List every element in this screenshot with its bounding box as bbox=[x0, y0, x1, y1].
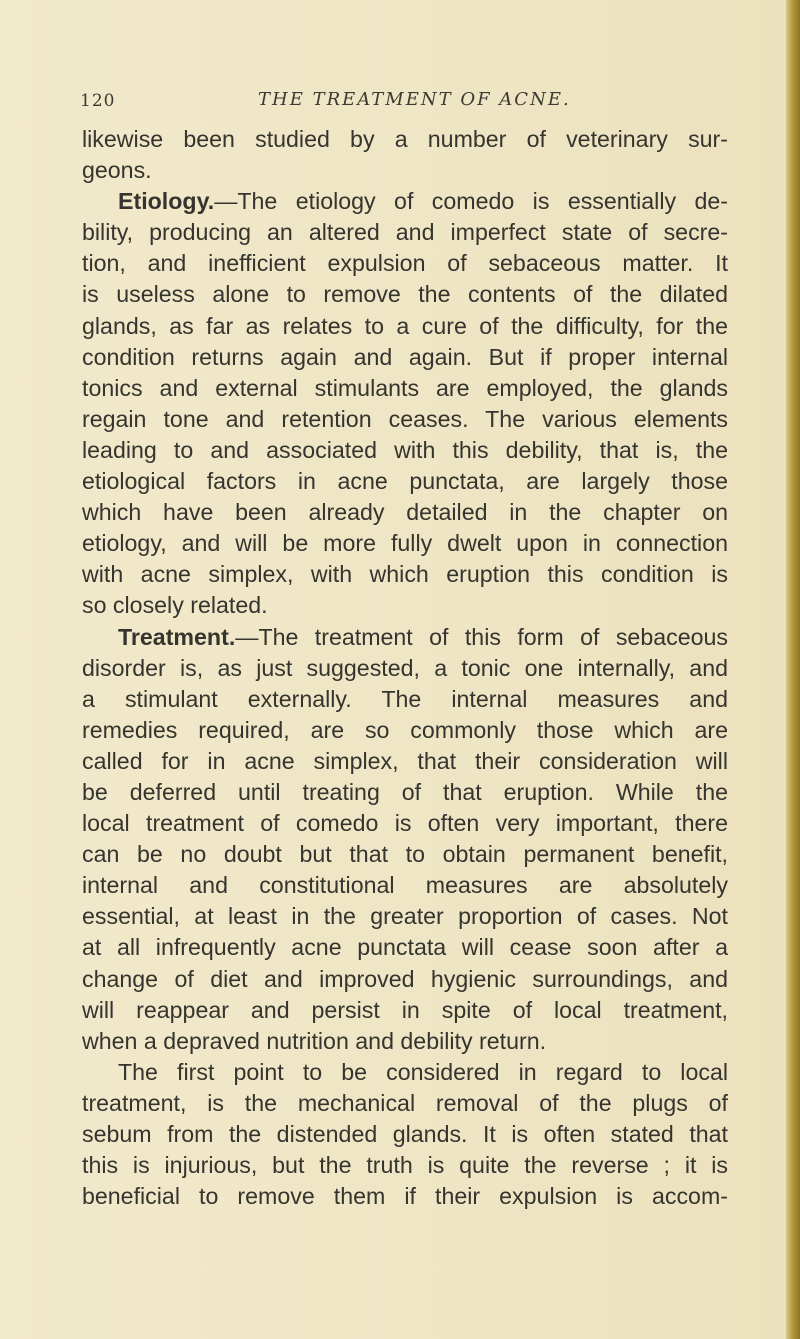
text-line bbox=[82, 404, 728, 435]
line-text: essential, at least in the greater proportion of cases. Not bbox=[82, 903, 728, 930]
line-text: treatment, is the mechanical removal of the plugs of bbox=[82, 1089, 728, 1116]
text-line bbox=[82, 684, 728, 715]
line-text: sebum from the distended glands. It is often stated that bbox=[82, 1121, 728, 1147]
text-line bbox=[82, 808, 728, 839]
text-line bbox=[82, 155, 728, 186]
running-title: THE TREATMENT OF ACNE. bbox=[258, 89, 571, 110]
text-line bbox=[82, 964, 728, 995]
line-text: with acne simplex, with which eruption this condition is bbox=[82, 561, 728, 588]
line-text: glands, as far as relates to a cure of the difficulty, for the bbox=[82, 312, 728, 339]
text-line bbox=[82, 528, 728, 559]
page-header bbox=[80, 91, 730, 121]
section-heading: Treatment. bbox=[118, 623, 236, 650]
line-text: be deferred until treating of that eruption. While the bbox=[82, 778, 728, 805]
text-line bbox=[82, 1057, 728, 1088]
line-text: etiological factors in acne punctata, are largely those bbox=[82, 468, 728, 495]
line-text: when a depraved nutrition and debility return. bbox=[82, 1027, 547, 1054]
text-line bbox=[82, 715, 728, 746]
text-line bbox=[82, 217, 728, 248]
text-line bbox=[82, 901, 728, 932]
line-text: local treatment of comedo is often very important, there bbox=[82, 810, 728, 837]
page-number: 120 bbox=[80, 91, 116, 111]
text-line bbox=[82, 590, 728, 621]
line-text: beneficial to remove them if their expulsion is accom- bbox=[82, 1183, 728, 1210]
line-text: so closely related. bbox=[82, 592, 268, 619]
line-text: leading to and associated with this debility, that is, the bbox=[82, 436, 728, 463]
line-text: etiology, and will be more fully dwelt upon in connection bbox=[82, 530, 728, 557]
line-text: condition returns again and again. But if proper internal bbox=[82, 343, 728, 370]
line-text: bility, producing an altered and imperfect state of secre- bbox=[82, 219, 728, 246]
text-line bbox=[82, 1181, 728, 1212]
section-heading: Etiology. bbox=[118, 188, 215, 215]
line-text: can be no doubt but that to obtain permanent benefit, bbox=[82, 841, 728, 868]
line-text: at all infrequently acne punctata will cease soon after a bbox=[82, 934, 728, 961]
line-text: likewise been studied by a number of veterinary sur- bbox=[82, 126, 728, 152]
line-text: is useless alone to remove the contents of the dilated bbox=[82, 281, 728, 308]
text-line bbox=[82, 466, 728, 497]
line-text: tonics and external stimulants are employed, the glands bbox=[82, 374, 728, 401]
line-text: The first point to be considered in regard to local bbox=[118, 1058, 728, 1085]
text-line bbox=[82, 995, 728, 1026]
line-text: called for in acne simplex, that their consideration will bbox=[82, 747, 728, 774]
line-text: will reappear and persist in spite of local treatment, bbox=[82, 996, 728, 1023]
text-line bbox=[82, 248, 728, 279]
text-line bbox=[82, 653, 728, 684]
text-line bbox=[82, 559, 728, 590]
text-line bbox=[82, 124, 728, 155]
text-line bbox=[82, 1026, 728, 1057]
line-text: change of diet and improved hygienic surroundings, and bbox=[82, 965, 728, 992]
text-line bbox=[82, 497, 728, 528]
text-line bbox=[82, 279, 728, 310]
text-line bbox=[82, 932, 728, 963]
text-line bbox=[82, 746, 728, 777]
line-text: tion, and inefficient expulsion of sebaceous matter. It bbox=[82, 250, 728, 277]
line-text: regain tone and retention ceases. The various elements bbox=[82, 405, 728, 432]
text-line bbox=[82, 311, 728, 342]
text-line bbox=[82, 1088, 728, 1119]
line-text: a stimulant externally. The internal measures and bbox=[82, 685, 728, 712]
text-line bbox=[82, 342, 728, 373]
line-text: geons. bbox=[82, 157, 152, 184]
text-line bbox=[82, 622, 728, 653]
text-line bbox=[82, 1119, 728, 1150]
text-line bbox=[82, 435, 728, 466]
line-text: which have been already detailed in the chapter on bbox=[82, 499, 728, 526]
text-line bbox=[82, 839, 728, 870]
line-text: —The treatment of this form of sebaceous bbox=[235, 623, 728, 650]
text-line bbox=[82, 870, 728, 901]
text-line bbox=[82, 373, 728, 404]
line-text: remedies required, are so commonly those which are bbox=[82, 716, 728, 743]
page-edge bbox=[786, 0, 800, 1339]
line-text: internal and constitutional measures are absolutely bbox=[82, 872, 728, 899]
text-line bbox=[82, 1150, 728, 1181]
text-line bbox=[82, 777, 728, 808]
line-text: —The etiology of comedo is essentially de- bbox=[214, 188, 728, 215]
line-text: this is injurious, but the truth is quite the reverse ; it is bbox=[82, 1152, 728, 1179]
line-text: disorder is, as just suggested, a tonic one internally, and bbox=[82, 654, 728, 681]
body-text bbox=[82, 124, 728, 1212]
text-line bbox=[82, 186, 728, 217]
